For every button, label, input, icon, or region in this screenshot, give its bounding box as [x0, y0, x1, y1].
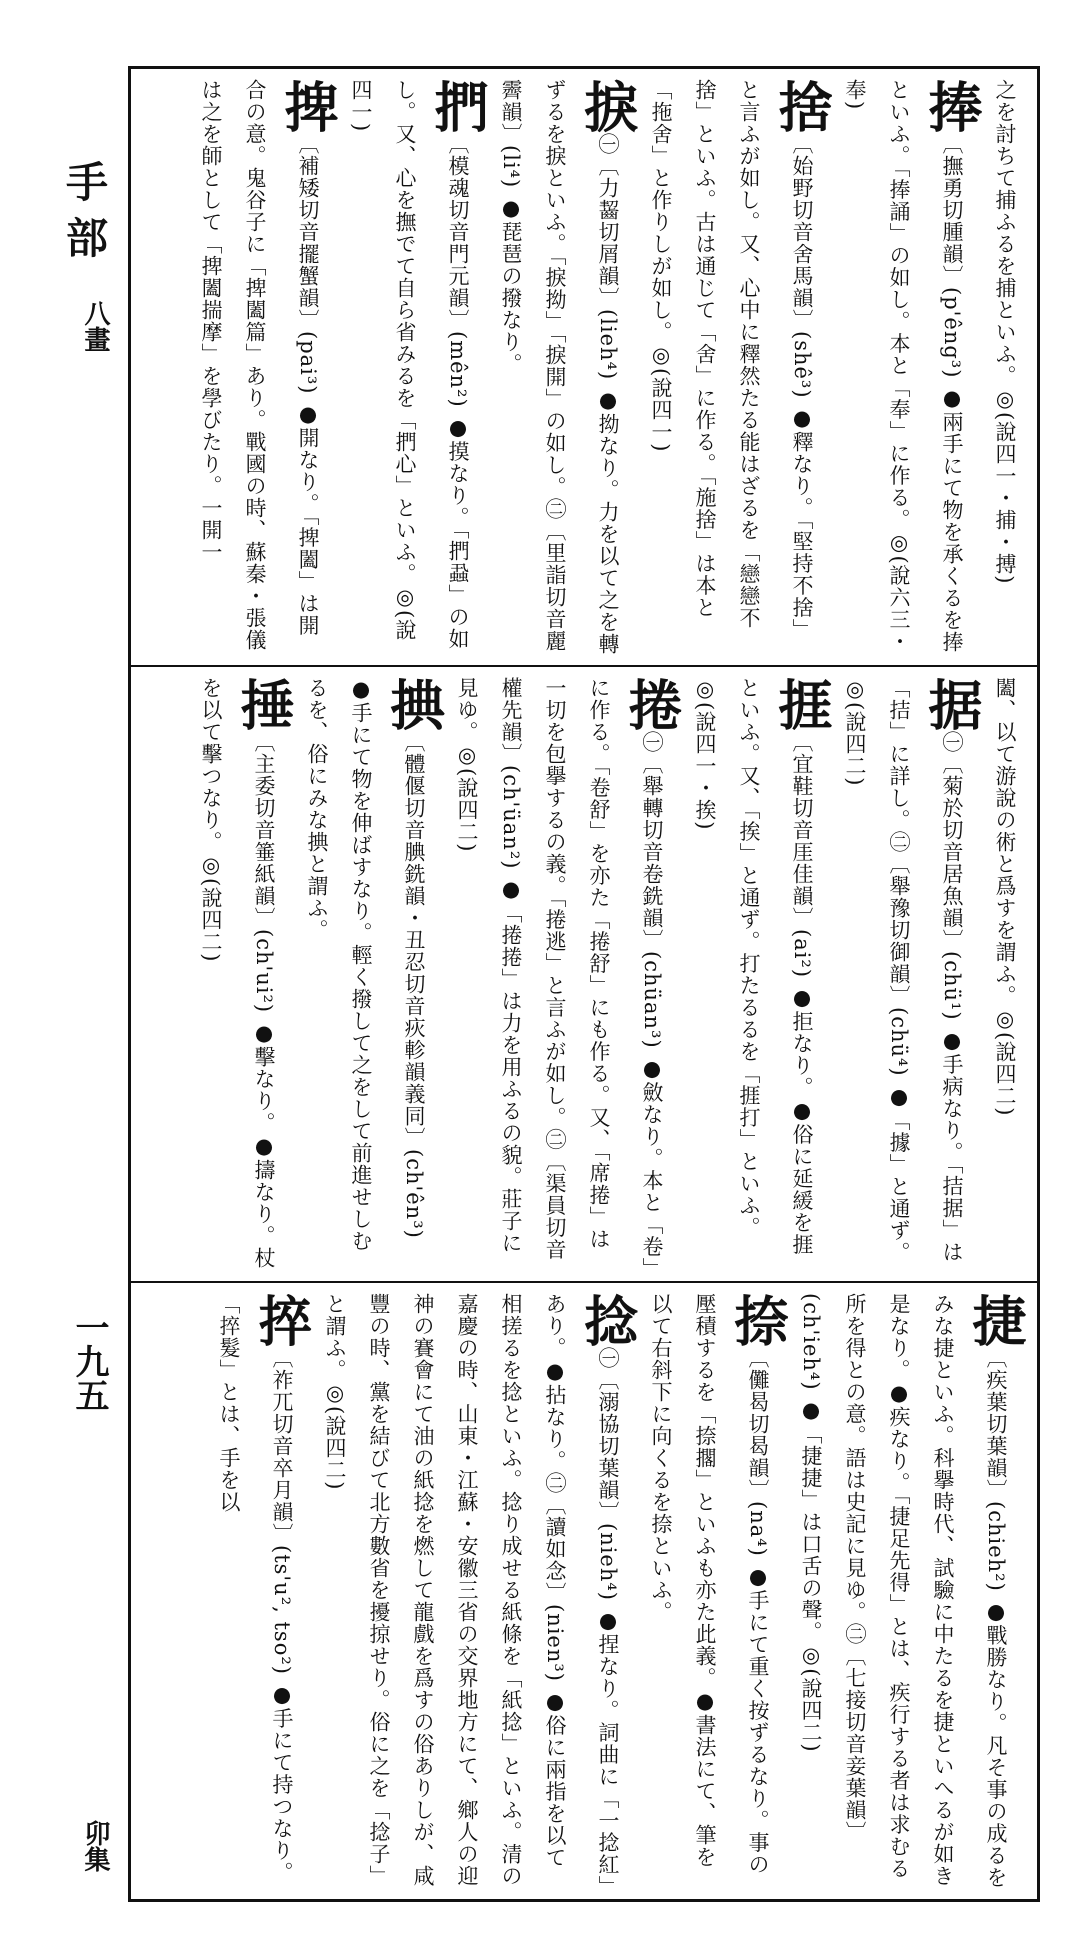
entry-definition: ㊀〔溺協切葉韻〕(nieh⁴) ●捏なり。詞曲に「一捻紅」あり。●拈なり。㊁〔讀如念〕(nien³) ●俗に兩指を以て相搓るを捻といふ。捻り成せる紙條を「紙捻」といふ。清の嘉慶の時、山東・江蘇・安徽三省の交界地方にて、鄉人の迎神の賽會にて油の紙捻を燃して龍戲を爲すの俗ありしが、咸豐の時、黨を結びて北方數省を擾掠せり。俗に之を「捻子」と謂ふ。◎(說四二) [323, 1293, 620, 1888]
entry-definition: 〔補矮切音擺蟹韻〕(pai³) ●開なり。「捭闔」は開合の意。鬼谷子に「捭闔篇」あり。戰國の時、蘇秦・張儀は之を師として「捭闔揣摩」を學びたり。一開一 [199, 79, 320, 651]
entry-headword: 捲 [620, 677, 684, 731]
entry-definition: ㊀〔舉轉切音卷銑韻〕(chüan³) ●斂なり。本と「卷」に作る。「卷舒」を亦た「捲舒」にも作る。又、「席捲」は一切を包擧するの義。「捲逃」と言ふが如し。㊁〔渠員切音權先韻〕(ch'üan²) ●「捲捲」は力を用ふるの貌。莊子に見ゆ。◎(說四二) [455, 677, 664, 1269]
entry-definition: 〔體偃切音腆銑韻・丑忍切音疢軫韻義同〕(ch'ên³) ●手にて物を伸ばすなり。輕く撥して之をして前進せしむるを、俗にみな捵と謂ふ。 [305, 677, 426, 1252]
dictionary-entry [445, 677, 683, 1271]
entry-headword: 捩 [576, 79, 640, 133]
entry-definition: 〔模魂切音門元韻〕(mên²) ●摸なり。「捫蝨」の如し。又、心を撫でて自ら省みるを「捫心」といふ。◎(說四一) [349, 79, 470, 650]
tier-middle [131, 665, 1037, 1281]
dictionary-entry [339, 79, 489, 655]
dictionary-entry [639, 1293, 789, 1889]
tier-top [131, 69, 1037, 665]
dictionary-entry [683, 677, 833, 1271]
tier-top-columns [141, 79, 1027, 655]
section-label: 手部 [60, 160, 109, 272]
entry-definition: 〔儺曷切曷韻〕(na⁴) ●手にて重く按ずるなり。事の壓積するを「捺擱」といふも亦た此義。●書法にて、筆を以て右斜下に向くるを捺といふ。 [649, 1293, 770, 1876]
entry-headword: 捶 [232, 677, 296, 731]
dictionary-entry [189, 79, 339, 655]
entry-headword: 捨 [770, 79, 834, 133]
volume-label: 卯集 [80, 1820, 110, 1872]
entry-definition: 〔祚兀切音卒月韻〕(ts'u², tso²) ●手にて持つなり。「捽髮」とは、手を以 [217, 1293, 294, 1884]
entry-headword: 捷 [964, 1293, 1028, 1347]
dictionary-entry [789, 1293, 1027, 1889]
tier-middle-columns [141, 677, 1027, 1271]
stroke-count-label: 八畫 [80, 300, 110, 352]
entry-headword: 捱 [770, 677, 834, 731]
entry-headword: 据 [920, 677, 984, 731]
dictionary-entry [489, 79, 639, 655]
entry-headword: 捭 [276, 79, 340, 133]
page-number: 一九五 [69, 1310, 109, 1412]
entry-definition: 〔疾葉切葉韻〕(chieh²) ●戰勝なり。凡そ事の成るをみな捷といふ。科擧時代、試驗に中たるを捷といへるが如き是なり。●疾なり。「捷足先得」とは、疾行する者は求むる所を得との意。語は史記に見ゆ。㊁〔七接切音妾葉韻〕(ch'ieh⁴) ●「捷捷」は口舌の聲。◎(說四二) [799, 1293, 1008, 1889]
entry-headword: 捺 [726, 1293, 790, 1347]
dictionary-entry [295, 677, 445, 1271]
entry-definition: 〔撫勇切腫韻〕(p'êng³) ●兩手にて物を承くるを捧といふ。「捧誦」の如し。本と「奉」に作る。◎(說六三・奉) [843, 79, 964, 654]
entry-definition: 〔宜鞋切音厓佳韻〕(ai²) ●拒なり。●俗に延緩を捱といふ。又、「挨」と通ず。打たるるを「捱打」といふ。◎(說四一・挨) [693, 677, 814, 1256]
entry-headword: 捵 [382, 677, 446, 731]
entry-definition: ㊀〔菊於切音居魚韻〕(chü¹) ●手病なり。「拮据」は「拮」に詳し。㊁〔舉豫切御韻〕(chü⁴) ●「據」と通ず。◎(說四二) [843, 677, 964, 1264]
entry-definition: 〔主委切音箠紙韻〕(ch'ui²) ●擊なり。●擣なり。杖を以て擊つなり。◎(說四二) [199, 677, 276, 1269]
dictionary-page-frame [128, 66, 1040, 1902]
dictionary-entry [833, 677, 983, 1271]
entry-headword: 捫 [426, 79, 490, 133]
continued-text: 闔、以て游說の術と爲すを謂ふ。◎(說四二) [993, 677, 1017, 1117]
entry-definition: 〔始野切音舍馬韻〕(shê³) ●釋なり。「堅持不捨」と言ふが如し。又、心中に釋然たる能はざるを「戀戀不捨」といふ。古は通じて「舍」に作る。「施捨」は本と「拖舍」と作りしが如し。◎(說四一) [649, 79, 814, 641]
tier-bottom [131, 1281, 1037, 1899]
dictionary-entry [833, 79, 983, 655]
dictionary-entry [207, 1293, 313, 1889]
dictionary-entry [313, 1293, 639, 1889]
tier-bottom-columns [141, 1293, 1027, 1889]
dictionary-entry [189, 677, 295, 1271]
dictionary-entry [639, 79, 833, 655]
entry-headword: 捧 [920, 79, 984, 133]
continued-text: 之を討ちて捕ふるを捕といふ。◎(說四一・捕・搏) [993, 79, 1017, 585]
entry-headword: 捻 [576, 1293, 640, 1347]
entry-headword: 捽 [250, 1293, 314, 1347]
entry-definition: ㊀〔力齧切屑韻〕(lieh⁴) ●拗なり。力を以て之を轉ずるを捩といふ。「捩拗」「捩開」の如し。㊁〔里詣切音麗霽韻〕(li⁴) ●琵琶の撥なり。 [499, 79, 620, 655]
